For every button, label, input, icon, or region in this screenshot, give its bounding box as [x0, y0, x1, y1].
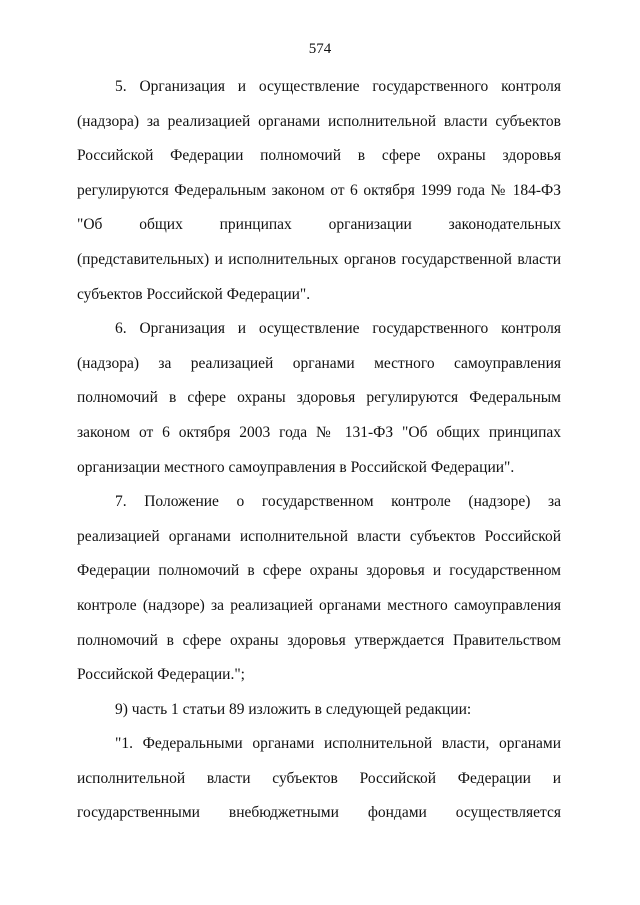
paragraph-amendment-9: 9) часть 1 статьи 89 изложить в следующей редакции:	[115, 700, 472, 718]
page-number: 574	[308, 41, 332, 57]
paragraph-item-5: 5. Организация и осуществление государственного контроля (надзора) за реализацией органами исполнительной власти субъектов Российской Федерации полномочий в сфере охраны здоровья регулируются Федеральным законом от 6 октября 1999 года № 184-ФЗ "Об общих принципах организации законодательных (представительных) и исполнительных органов государственной власти субъектов Российской Федерации".	[77, 78, 561, 303]
paragraph-item-7: 7. Положение о государственном контроле (надзоре) за реализацией органами исполнительной власти субъектов Российской Федерации полномочий в сфере охраны здоровья и государственном контроле (надзоре) за реализацией органами местного самоуправления полномочий в сфере охраны здоровья утверждается Правительством Российской Федерации.";	[77, 493, 561, 684]
paragraph-article-89-part-1: "1. Федеральными органами исполнительной власти, органами исполнительной власти субъектов Российской Федерации и государственными внебюджетными фондами осуществляется	[77, 735, 561, 822]
paragraph-item-6: 6. Организация и осуществление государственного контроля (надзора) за реализацией органами местного самоуправления полномочий в сфере охраны здоровья регулируются Федеральным законом от 6 октября 2003 года № 131-ФЗ "Об общих принципах организации местного самоуправления в Российской Федерации".	[77, 320, 561, 476]
document-body	[77, 70, 561, 831]
